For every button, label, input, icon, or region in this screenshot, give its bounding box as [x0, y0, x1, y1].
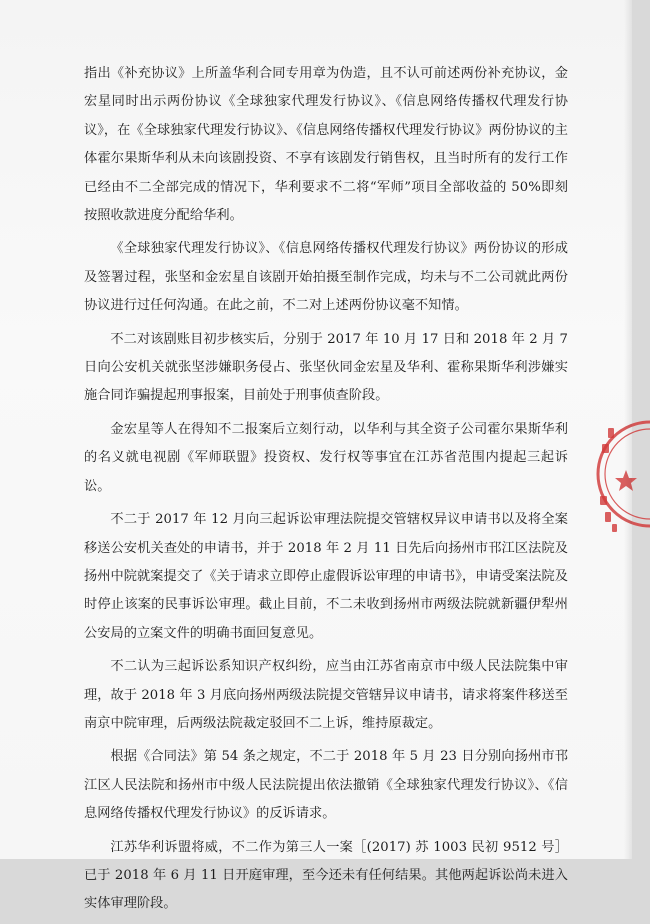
paragraph-2: 《全球独家代理发行协议》、《信息网络传播权代理发行协议》两份协议的形成及签署过程，张坚和金宏星自该剧开始拍摄至制作完成，均未与不二公司就此两份协议进行过任何沟通。在此之前，不二对上述两份协议毫不知情。 [84, 241, 568, 314]
paragraph-8: 江苏华利诉盟将威，不二作为第三人一案［(2017) 苏 1003 民初 9512 号］已于 2018 年 6 月 11 日开庭审理，至今还未有任何结果。其他两起诉讼尚未进入实体审理阶段。 [84, 839, 568, 912]
red-seal-stamp [592, 400, 650, 548]
paragraph-5: 不二于 2017 年 12 月向三起诉讼审理法院提交管辖权异议申请书以及将全案移送公安机关查处的申请书，并于 2018 年 2 月 11 日先后向扬州市邗江区法院及扬州中院就案提交了《关于请求立即停止虚假诉讼审理的申请书》，申请受案法院及时停止该案的民事诉讼审理。截止目前，不二未收到扬州市两级法院就新疆伊犁州公安局的立案文件的明确书面回复意见。 [84, 512, 568, 641]
paragraph-1: 指出《补充协议》上所盖华利合同专用章为伪造，且不认可前述两份补充协议，金宏星同时出示两份协议《全球独家代理发行协议》、《信息网络传播权代理发行协议》，在《全球独家代理发行协议》、《信息网络传播权代理发行协议》两份协议的主体霍尔果斯华利从未向该剧投资、不享有该剧发行销售权，且当时所有的发行工作已经由不二全部完成的情况下，华利要求不二将“军师”项目全部收益的 50%即刻按照收款进度分配给华利。 [84, 66, 568, 224]
document-body [84, 60, 568, 924]
paragraph-4: 金宏星等人在得知不二报案后立刻行动，以华利与其全资子公司霍尔果斯华利的名义就电视剧《军师联盟》投资权、发行权等事宜在江苏省范围内提起三起诉讼。 [84, 421, 568, 494]
paragraph-7: 根据《合同法》第 54 条之规定，不二于 2018 年 5 月 23 日分别向扬州市邗江区人民法院和扬州市中级人民法院提出依法撤销《全球独家代理发行协议》、《信息网络传播权代理发行协议》的反诉请求。 [84, 749, 568, 822]
paragraph-6: 不二认为三起诉讼系知识产权纠纷，应当由江苏省南京市中级人民法院集中审理，故于 2018 年 3 月底向扬州两级法院提交管辖异议申请书，请求将案件移送至南京中院审理，后两级法院裁定驳回不二上诉，维持原裁定。 [84, 659, 568, 731]
paragraph-3: 不二对该剧账目初步核实后，分别于 2017 年 10 月 17 日和 2018 年 2 月 7 日向公安机关就张坚涉嫌职务侵占、张坚伙同金宏星及华利、霍称果斯华利涉嫌实施合同诈骗提起刑事报案，目前处于刑事侦查阶段。 [84, 331, 568, 404]
page-edge-shadow [624, 0, 632, 859]
